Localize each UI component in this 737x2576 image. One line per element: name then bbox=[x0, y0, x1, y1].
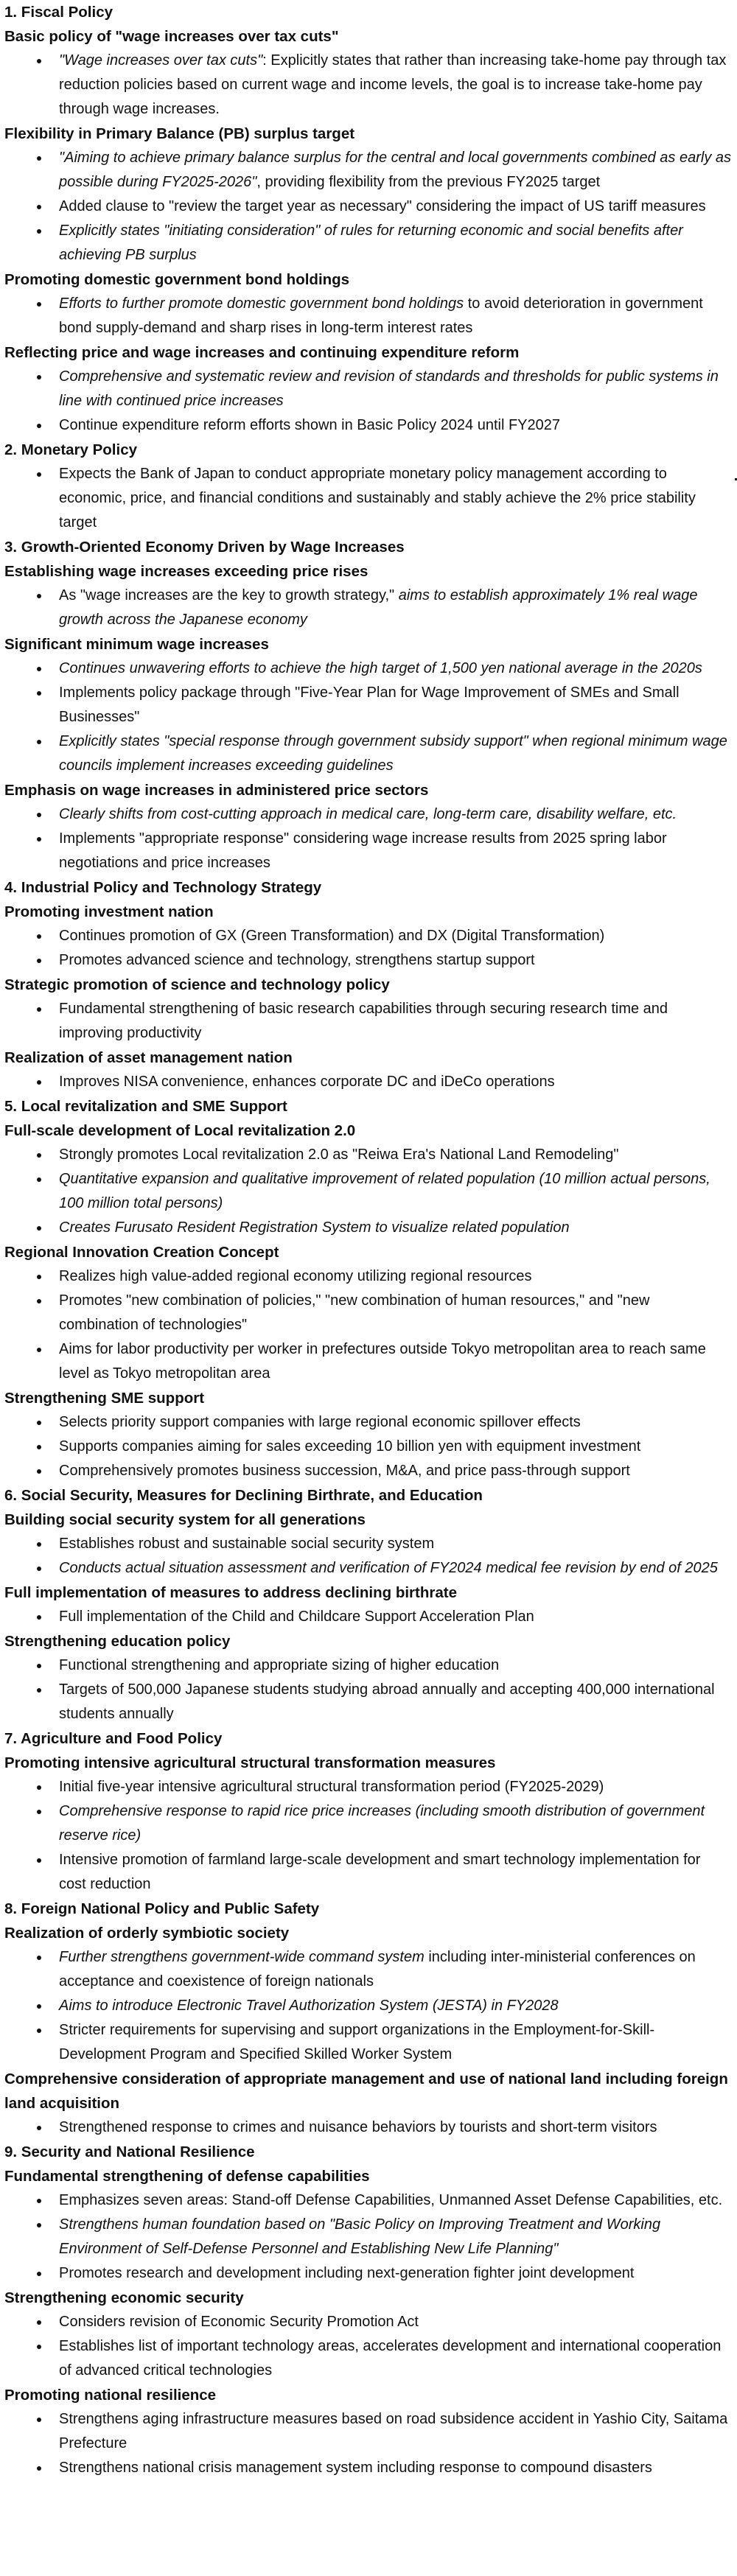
subsection-heading: Promoting domestic government bond holdings bbox=[4, 271, 350, 288]
list-item bbox=[59, 729, 731, 778]
subsection-heading: Realization of orderly symbiotic society bbox=[4, 1925, 290, 1942]
section-title: 8. Foreign National Policy and Public Safety bbox=[4, 1900, 320, 1917]
bullet-list bbox=[4, 365, 733, 438]
list-item bbox=[59, 1945, 731, 1994]
item-text: Strengthens national crisis management system including response to compound disasters bbox=[59, 2460, 652, 2476]
list-item bbox=[59, 1994, 731, 2018]
section-title: 9. Security and National Resilience bbox=[4, 2143, 255, 2160]
item-text: Emphasizes seven areas: Stand-off Defense Capabilities, Unmanned Asset Defense Capabilities, etc. bbox=[59, 2192, 723, 2208]
list-item bbox=[59, 2115, 731, 2140]
item-text: Continue expenditure reform efforts shown in Basic Policy 2024 until FY2027 bbox=[59, 417, 561, 433]
item-text: to avoid deterioration in government bond supply-demand and sharp rises in long-term interest rates bbox=[59, 295, 703, 336]
item-text: Establishes robust and sustainable social security system bbox=[59, 1536, 435, 1552]
emphasized-text: "Aiming to achieve primary balance surplus for the central and local governments combined as early as possible during FY2025-2026" bbox=[59, 150, 732, 190]
list-item bbox=[59, 2334, 731, 2383]
section-title: 3. Growth-Oriented Economy Driven by Wage Increases bbox=[4, 539, 405, 556]
list-item bbox=[59, 2261, 731, 2286]
list-item bbox=[59, 1848, 731, 1897]
item-text: Targets of 500,000 Japanese students studying abroad annually and accepting 400,000 international students annually bbox=[59, 1681, 715, 1722]
policy-section bbox=[4, 1483, 733, 1726]
item-text: Aims for labor productivity per worker in prefectures outside Tokyo metropolitan area to reach same level as Tokyo metropolitan area bbox=[59, 1341, 706, 1382]
policy-section bbox=[4, 1897, 733, 2140]
bullet-list bbox=[4, 1070, 733, 1094]
list-item bbox=[59, 1337, 731, 1386]
bullet-list bbox=[4, 2310, 733, 2383]
subsection-heading: Basic policy of "wage increases over tax cuts" bbox=[4, 28, 339, 45]
list-item bbox=[59, 413, 731, 438]
bullet-list bbox=[4, 924, 733, 973]
emphasized-text: Clearly shifts from cost-cutting approach in medical care, long-term care, disability welfare, etc. bbox=[59, 806, 677, 822]
item-text: Supports companies aiming for sales exceeding 10 billion yen with equipment investment bbox=[59, 1438, 641, 1455]
list-item bbox=[59, 1070, 731, 1094]
subsection-heading: Flexibility in Primary Balance (PB) surplus target bbox=[4, 125, 355, 142]
item-text: Promotes "new combination of policies," "new combination of human resources," and "new combination of technologies" bbox=[59, 1292, 650, 1333]
list-item bbox=[59, 802, 731, 827]
list-item bbox=[59, 195, 731, 219]
bullet-list bbox=[4, 1264, 733, 1386]
emphasized-text: Explicitly states "special response through government subsidy support" when regional minimum wage councils implement increases exceeding guidelines bbox=[59, 733, 727, 774]
emphasized-text: Comprehensive response to rapid rice price increases (including smooth distribution of government reserve rice) bbox=[59, 1803, 705, 1844]
section-title: 1. Fiscal Policy bbox=[4, 4, 113, 21]
subsection-heading: Reflecting price and wage increases and continuing expenditure reform bbox=[4, 344, 520, 361]
subsection-heading: Fundamental strengthening of defense capabilities bbox=[4, 2168, 370, 2185]
list-item bbox=[59, 2310, 731, 2334]
list-item bbox=[59, 1799, 731, 1848]
item-text: Promotes advanced science and technology, strengthens startup support bbox=[59, 952, 535, 968]
list-item bbox=[59, 1459, 731, 1483]
bullet-list bbox=[4, 1532, 733, 1581]
emphasized-text: Creates Furusato Resident Registration System to visualize related population bbox=[59, 1219, 570, 1236]
subsection-heading: Full-scale development of Local revitalization 2.0 bbox=[4, 1122, 356, 1139]
list-item bbox=[59, 1264, 731, 1289]
list-item bbox=[59, 1605, 731, 1629]
policy-section bbox=[4, 1726, 733, 1897]
emphasized-text: Explicitly states "initiating consideration" of rules for returning economic and social benefits after achieving PB surplus bbox=[59, 223, 683, 263]
subsection-heading: Promoting national resilience bbox=[4, 2387, 217, 2404]
policy-section bbox=[4, 438, 733, 535]
item-text: Implements "appropriate response" considering wage increase results from 2025 spring labor negotiations and price increases bbox=[59, 830, 667, 871]
item-text: Establishes list of important technology areas, accelerates development and international cooperation of advanced critical technologies bbox=[59, 2338, 722, 2379]
emphasized-text: "Wage increases over tax cuts" bbox=[59, 52, 263, 69]
list-item bbox=[59, 584, 731, 632]
emphasized-text: Continues unwavering efforts to achieve the high target of 1,500 yen national average in the 2020s bbox=[59, 660, 702, 676]
list-item bbox=[59, 681, 731, 729]
list-item bbox=[59, 948, 731, 973]
list-item bbox=[59, 146, 731, 195]
bullet-list bbox=[4, 2407, 733, 2480]
policy-section bbox=[4, 2140, 733, 2480]
item-text: Considers revision of Economic Security Promotion Act bbox=[59, 2314, 419, 2330]
item-text: Expects the Bank of Japan to conduct appropriate monetary policy management according to economic, price, and financial conditions and sustainably and stably achieve the 2% price stability target bbox=[59, 466, 696, 531]
section-title: 5. Local revitalization and SME Support bbox=[4, 1098, 287, 1115]
bullet-list bbox=[4, 2188, 733, 2286]
bullet-list bbox=[4, 802, 733, 875]
emphasized-text: Further strengthens government-wide command system bbox=[59, 1949, 425, 1965]
item-text: As "wage increases are the key to growth strategy," bbox=[59, 587, 399, 603]
subsection-heading: Strategic promotion of science and technology policy bbox=[4, 976, 390, 993]
emphasized-text: aims to establish approximately 1% real wage growth across the Japanese economy bbox=[59, 587, 698, 628]
bullet-list bbox=[4, 584, 733, 632]
item-text: Selects priority support companies with large regional economic spillover effects bbox=[59, 1414, 581, 1430]
emphasized-text: Aims to introduce Electronic Travel Authorization System (JESTA) in FY2028 bbox=[59, 1998, 559, 2014]
bullet-list bbox=[4, 1143, 733, 1240]
list-item bbox=[59, 292, 731, 340]
list-item bbox=[59, 1678, 731, 1726]
list-item bbox=[59, 1532, 731, 1556]
subsection-heading: Regional Innovation Creation Concept bbox=[4, 1244, 279, 1261]
item-text: , providing flexibility from the previous FY2025 target bbox=[256, 174, 601, 190]
list-item bbox=[59, 1775, 731, 1799]
section-title: 6. Social Security, Measures for Declining Birthrate, and Education bbox=[4, 1487, 483, 1504]
item-text: Strengthened response to crimes and nuisance behaviors by tourists and short-term visitors bbox=[59, 2119, 657, 2135]
bullet-list bbox=[4, 657, 733, 778]
list-item bbox=[59, 1410, 731, 1435]
item-text: Implements policy package through "Five-Year Plan for Wage Improvement of SMEs and Small Businesses" bbox=[59, 685, 680, 725]
list-item bbox=[59, 2213, 731, 2261]
bullet-list bbox=[4, 1605, 733, 1629]
list-item bbox=[59, 462, 731, 535]
list-item bbox=[59, 827, 731, 875]
subsection-heading: Emphasis on wage increases in administered price sectors bbox=[4, 782, 429, 799]
item-text: Fundamental strengthening of basic research capabilities through securing research time and improving productivity bbox=[59, 1001, 668, 1041]
item-text: Functional strengthening and appropriate sizing of higher education bbox=[59, 1657, 500, 1673]
subsection-heading: Strengthening economic security bbox=[4, 2289, 244, 2306]
list-item bbox=[59, 924, 731, 948]
item-text: Realizes high value-added regional economy utilizing regional resources bbox=[59, 1268, 532, 1284]
subsection-heading: Strengthening education policy bbox=[4, 1633, 231, 1650]
list-item bbox=[59, 1289, 731, 1337]
list-item bbox=[59, 1216, 731, 1240]
list-item bbox=[59, 1167, 731, 1216]
emphasized-text: Strengthens human foundation based on "Basic Policy on Improving Treatment and Working Environment of Self-Defense Personnel and Establishing New Life Planning" bbox=[59, 2216, 661, 2257]
item-text: Strongly promotes Local revitalization 2.0 as "Reiwa Era's National Land Remodeling" bbox=[59, 1147, 619, 1163]
subsection-heading: Establishing wage increases exceeding price rises bbox=[4, 563, 368, 580]
bullet-list bbox=[4, 1945, 733, 2067]
subsection-heading: Promoting investment nation bbox=[4, 903, 214, 920]
list-item bbox=[59, 2018, 731, 2067]
list-item bbox=[59, 1653, 731, 1678]
list-item bbox=[59, 365, 731, 413]
item-text: Stricter requirements for supervising and support organizations in the Employment-for-Skill-Development Program and Specified Skilled Worker System bbox=[59, 2022, 655, 2062]
bullet-list bbox=[4, 292, 733, 340]
list-item bbox=[59, 657, 731, 681]
item-text: Strengthens aging infrastructure measures based on road subsidence accident in Yashio City, Saitama Prefecture bbox=[59, 2411, 728, 2451]
bullet-list bbox=[4, 49, 733, 122]
list-item bbox=[59, 1556, 731, 1581]
item-text: Continues promotion of GX (Green Transformation) and DX (Digital Transformation) bbox=[59, 928, 605, 944]
item-text: : Explicitly states that rather than increasing take-home pay through tax reduction policies based on current wage and income levels, the goal is to increase take-home pay through wage increases. bbox=[59, 52, 727, 117]
subsection-heading: Significant minimum wage increases bbox=[4, 636, 269, 653]
item-text: Promotes research and development including next-generation fighter joint development bbox=[59, 2265, 635, 2281]
policy-section bbox=[4, 0, 733, 438]
subsection-heading: Full implementation of measures to address declining birthrate bbox=[4, 1584, 457, 1601]
policy-section bbox=[4, 875, 733, 1094]
bullet-list bbox=[4, 997, 733, 1046]
list-item bbox=[59, 49, 731, 122]
item-text: Initial five-year intensive agricultural structural transformation period (FY2025-2029) bbox=[59, 1779, 604, 1795]
subsection-heading: Strengthening SME support bbox=[4, 1390, 205, 1407]
item-text: Full implementation of the Child and Childcare Support Acceleration Plan bbox=[59, 1609, 534, 1625]
list-item bbox=[59, 2456, 731, 2480]
section-title: 2. Monetary Policy bbox=[4, 441, 138, 458]
subsection-heading: Realization of asset management nation bbox=[4, 1049, 293, 1066]
item-text: Improves NISA convenience, enhances corporate DC and iDeCo operations bbox=[59, 1074, 555, 1090]
list-item bbox=[59, 2188, 731, 2213]
subsection-heading: Promoting intensive agricultural structural transformation measures bbox=[4, 1754, 496, 1771]
emphasized-text: Conducts actual situation assessment and verification of FY2024 medical fee revision by end of 2025 bbox=[59, 1560, 718, 1576]
bullet-list bbox=[4, 2115, 733, 2140]
list-item bbox=[59, 219, 731, 267]
bullet-list bbox=[4, 462, 733, 535]
list-item bbox=[59, 997, 731, 1046]
item-text: Comprehensively promotes business succession, M&A, and price pass-through support bbox=[59, 1463, 630, 1479]
list-item bbox=[59, 1143, 731, 1167]
emphasized-text: Efforts to further promote domestic government bond holdings bbox=[59, 295, 464, 312]
bullet-list bbox=[4, 146, 733, 267]
section-title: 7. Agriculture and Food Policy bbox=[4, 1730, 223, 1747]
list-item bbox=[59, 1435, 731, 1459]
item-text: Added clause to "review the target year as necessary" considering the impact of US tariff measures bbox=[59, 198, 706, 214]
bullet-list bbox=[4, 1775, 733, 1897]
policy-section bbox=[4, 1094, 733, 1483]
item-text: including inter-ministerial conferences on acceptance and coexistence of foreign nationals bbox=[59, 1949, 696, 1989]
section-title: 4. Industrial Policy and Technology Strategy bbox=[4, 879, 322, 896]
emphasized-text: Comprehensive and systematic review and revision of standards and thresholds for public systems in line with continued price increases bbox=[59, 368, 719, 409]
bullet-list bbox=[4, 1653, 733, 1726]
item-text: Intensive promotion of farmland large-scale development and smart technology implementation for cost reduction bbox=[59, 1852, 701, 1892]
subsection-heading: Building social security system for all generations bbox=[4, 1511, 366, 1528]
list-item bbox=[59, 2407, 731, 2456]
emphasized-text: Quantitative expansion and qualitative improvement of related population (10 million actual persons, 100 million total persons) bbox=[59, 1171, 710, 1211]
subsection-heading: Comprehensive consideration of appropriate management and use of national land including foreign land acquisition bbox=[4, 2071, 728, 2112]
bullet-list bbox=[4, 1410, 733, 1483]
policy-section bbox=[4, 535, 733, 875]
